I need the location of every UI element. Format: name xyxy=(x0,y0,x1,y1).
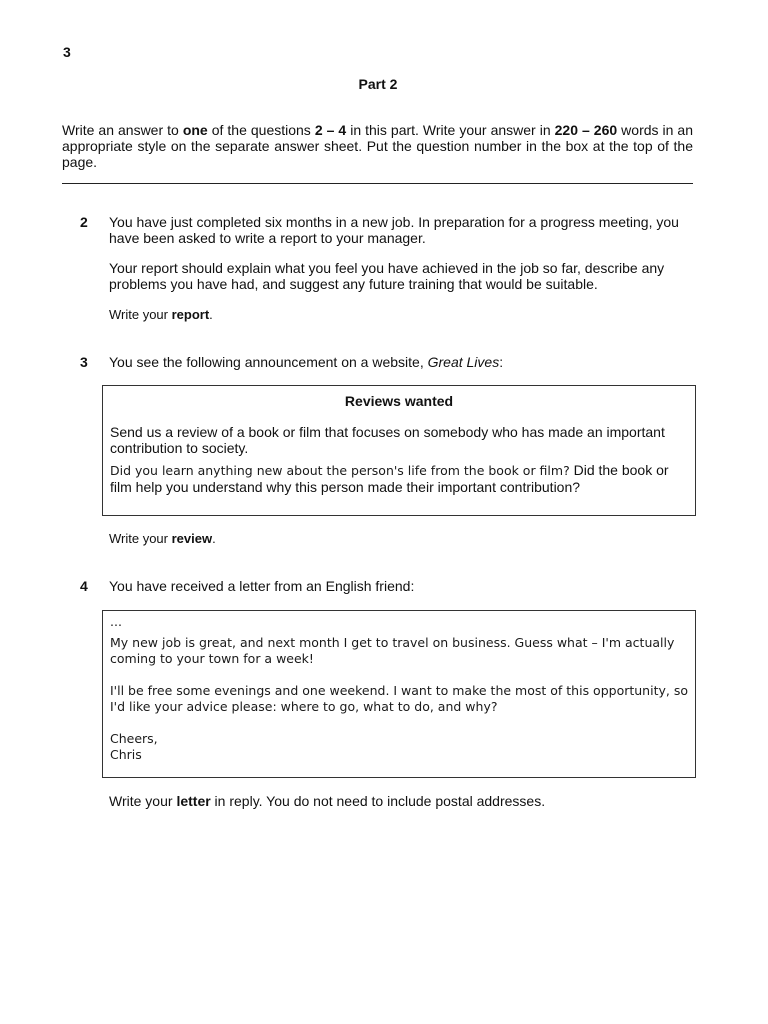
letter-signature: Chris xyxy=(110,747,142,762)
intro-text: : xyxy=(499,354,504,370)
task-type: report xyxy=(171,307,210,322)
announcement-question-2: Did the book or film help you understand why this person made their important contribution? xyxy=(110,462,669,495)
letter-paragraph-2: I'll be free some evenings and one weekend. I want to make the most of this opportunity, so I'd like your advice please: where to go, what to do, and why? xyxy=(110,683,688,714)
question-2-number: 2 xyxy=(80,214,88,230)
task-prefix: Write your xyxy=(109,531,172,546)
announcement-paragraph-1: Send us a review of a book or film that focuses on somebody who has made an important contribution to society. xyxy=(110,424,665,456)
task-type: review xyxy=(171,531,213,546)
part-title: Part 2 xyxy=(358,76,398,92)
announcement-paragraph-2 xyxy=(110,462,688,495)
instructions-text: words in an appropriate style on the separate answer sheet. Put the question number in the box at the top of the page. xyxy=(62,122,694,170)
intro-text: You see the following announcement on a website, xyxy=(109,354,428,370)
letter-paragraph-1: My new job is great, and next month I get to travel on business. Guess what – I'm actually coming to your town for a week! xyxy=(110,635,675,666)
announcement-title: Reviews wanted xyxy=(344,393,454,409)
task-suffix: . xyxy=(209,307,213,322)
question-3-number: 3 xyxy=(80,354,88,370)
task-prefix: Write your xyxy=(109,793,177,809)
question-2-paragraph-1: You have just completed six months in a new job. In preparation for a progress meeting, you have been asked to write a report to your manager. xyxy=(109,214,679,246)
instructions xyxy=(62,122,693,170)
instructions-one: one xyxy=(182,122,208,138)
instructions-text: of the questions xyxy=(207,122,315,138)
question-4-intro: You have received a letter from an English friend: xyxy=(109,578,415,594)
announcement-question-1: Did you learn anything new about the person's life from the book or film? xyxy=(110,463,570,478)
question-2-task xyxy=(109,307,213,323)
task-type: letter xyxy=(176,793,211,809)
question-3-task xyxy=(109,531,216,547)
question-3-intro xyxy=(109,354,697,370)
divider-rule xyxy=(62,183,693,184)
task-suffix: . xyxy=(212,531,216,546)
task-suffix: in reply. You do not need to include postal addresses. xyxy=(210,793,546,809)
instructions-question-range: 2 – 4 xyxy=(314,122,347,138)
instructions-text: in this part. Write your answer in xyxy=(346,122,555,138)
question-2-paragraph-2: Your report should explain what you feel you have achieved in the job so far, describe any problems you have had, and suggest any future training that would be suitable. xyxy=(109,260,665,292)
instructions-word-count: 220 – 260 xyxy=(554,122,618,138)
letter-box xyxy=(102,610,696,778)
instructions-text: Write an answer to xyxy=(62,122,183,138)
announcement-box xyxy=(102,385,696,516)
question-4-number: 4 xyxy=(80,578,88,594)
page-number: 3 xyxy=(63,44,71,60)
letter-signoff: Cheers, xyxy=(110,731,158,746)
task-prefix: Write your xyxy=(109,307,172,322)
question-4-task xyxy=(109,793,697,809)
website-name: Great Lives xyxy=(427,354,500,370)
letter-ellipsis: ... xyxy=(110,614,122,629)
